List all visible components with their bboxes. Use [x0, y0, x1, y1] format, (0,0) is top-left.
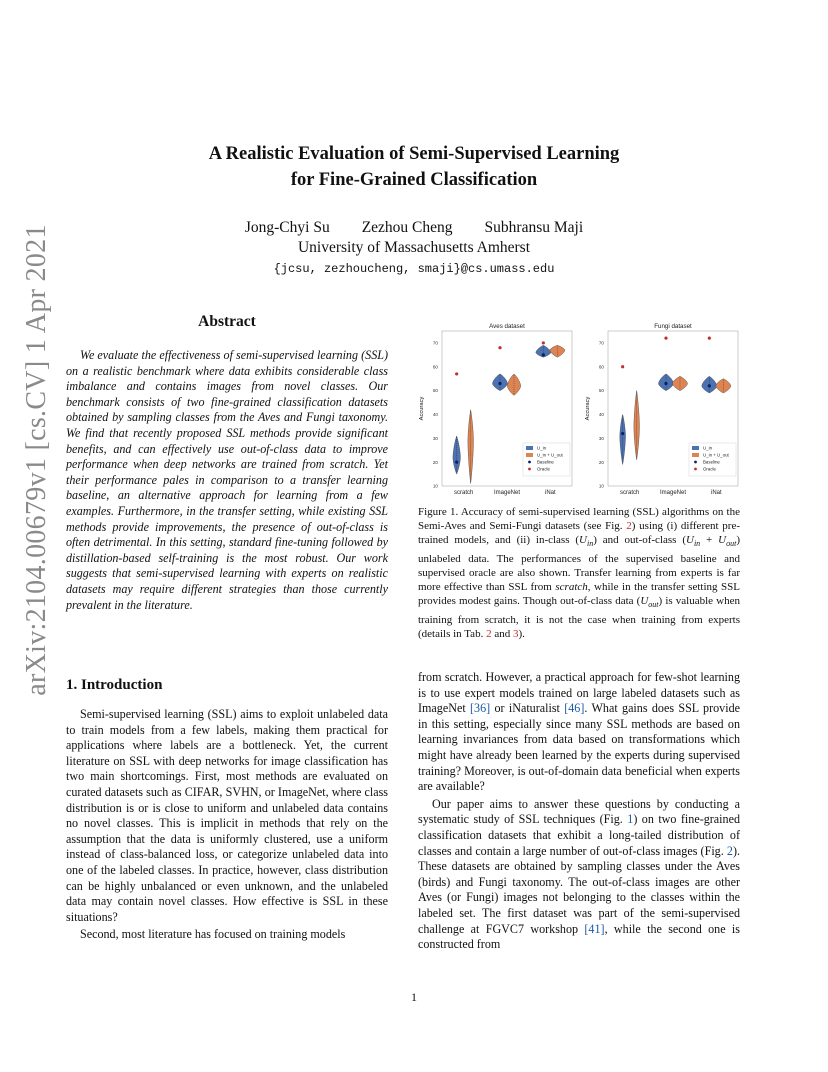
table-link[interactable]: 2: [486, 628, 492, 640]
table-link[interactable]: 3: [512, 628, 519, 640]
baseline-marker: [455, 461, 458, 464]
author-1: Jong-Chyi Su: [244, 219, 330, 236]
y-tick-label: 70: [432, 340, 438, 346]
abstract-text: We evaluate the effectiveness of semi-supervised learning (SSL) on a realistic benchmark where data exhibits considerable class imbalance and contains images from novel classes. Our benchmark consists of two fine-grained classification datasets obtained by sampling classes from the Aves and Fungi taxonomy. We find that recently proposed SSL methods provide significant benefits, and can effectively use out-of-class data to improve performance when deep networks are trained from scratch. Yet their performance pales in comparison to a transfer learning baseline, an alternative approach for learning from a few examples. Furthermore, in the transfer setting, while existing SSL methods provide improvements, the presence of out-of-class is often detrimental. In this setting, standard fine-tuning followed by distillation-based self-training is the most robust. Our work suggests that semi-supervised learning with experts on realistic datasets may require different strategies than those currently prevalent in the literature.: [66, 348, 388, 612]
oracle-marker: [621, 365, 624, 368]
legend-swatch: [526, 453, 533, 457]
legend-label: Baseline: [537, 459, 554, 465]
legend-label: Oracle: [703, 466, 716, 472]
baseline-marker: [498, 382, 501, 385]
legend-swatch: [692, 453, 699, 457]
chart-title: Fungi dataset: [654, 323, 692, 330]
intro-paragraph-4: Our paper aims to answer these questions by conducting a systematic study of SSL techniques (Fig. 1) on two fine-grained classification datasets that exhibit a long-tailed distribution of classes and contain a large number of out-of-class images (Fig. 2). These datasets are obtained by sampling classes under the Aves (birds) and Fungi taxonomy. The out-of-class images are other Aves (or Fungi) images not belonging to the classes within the labeled set. The first dataset was part of the semi-supervised challenge at FGVC7 workshop [41], while the second one is constructed from: [418, 796, 740, 952]
author-3: Subhransu Maji: [484, 219, 584, 236]
y-tick-label: 20: [598, 459, 604, 465]
legend-label: U_in + U_out: [703, 452, 729, 458]
baseline-marker: [708, 384, 711, 387]
affiliation: University of Massachusetts Amherst: [297, 239, 531, 256]
figure-link[interactable]: 1: [627, 812, 634, 827]
figure-link[interactable]: 2: [726, 843, 733, 858]
intro-paragraph-2: Second, most literature has focused on training models: [80, 927, 346, 942]
x-tick-label: ImageNet: [493, 490, 521, 496]
y-tick-label: 10: [598, 483, 604, 489]
email: {jcsu, zezhoucheng, smaji}@cs.umass.edu: [273, 262, 555, 276]
author-2: Zezhou Cheng: [361, 219, 453, 236]
section-heading: 1. Introduction: [66, 677, 163, 693]
legend-label: U_in: [537, 445, 547, 451]
page-number: 1: [411, 990, 417, 1004]
figure-link[interactable]: 2: [626, 520, 632, 533]
oracle-marker: [708, 337, 711, 340]
title-line-1: A Realistic Evaluation of Semi-Supervised Learning: [208, 144, 620, 164]
y-tick-label: 60: [432, 364, 438, 370]
legend-label: U_in: [703, 445, 713, 451]
x-tick-label: iNat: [544, 490, 556, 496]
chart-panel-0: [419, 323, 572, 496]
axis-label-y: Accuracy: [585, 396, 591, 421]
y-tick-label: 50: [432, 388, 438, 394]
legend-label: Baseline: [703, 459, 720, 465]
oracle-marker: [498, 346, 501, 349]
y-tick-label: 10: [432, 483, 438, 489]
citation-link[interactable]: [41]: [584, 921, 605, 936]
intro-left-column: [66, 707, 388, 943]
y-tick-label: 30: [432, 435, 438, 441]
legend-swatch: [692, 446, 699, 450]
y-tick-label: 40: [598, 412, 604, 418]
author-block: [0, 218, 828, 258]
y-tick-label: 70: [598, 340, 604, 346]
legend-label: U_in + U_out: [537, 452, 563, 458]
axis-label-y: Accuracy: [419, 396, 425, 421]
legend-marker: [694, 461, 697, 464]
chart-panel-1: [585, 323, 738, 496]
legend-marker: [528, 461, 531, 464]
author-names: [0, 218, 828, 238]
y-tick-label: 30: [598, 435, 604, 441]
arxiv-id: arXiv:2104.00679v1 [cs.CV] 1 Apr 2021: [21, 224, 52, 696]
figure-1-violin-plots: [412, 316, 746, 500]
oracle-marker: [455, 372, 458, 375]
baseline-marker: [542, 353, 545, 356]
baseline-marker: [664, 382, 667, 385]
legend-swatch: [526, 446, 533, 450]
baseline-marker: [621, 432, 624, 435]
chart-title: Aves dataset: [489, 323, 525, 330]
abstract-heading: Abstract: [198, 313, 256, 330]
intro-paragraph-1: Semi-supervised learning (SSL) aims to exploit unlabeled data to train models from a few labels, making them practical for applications where labels are a bottleneck. Yet, the current literature on SSL with deep networks for image classification has two main shortcomings. First, most methods are evaluated on curated datasets such as CIFAR, SVHN, or ImageNet, where class distribution is or is close to uniform and unlabeled data contains no novel classes. This is implicit in methods that rely on the assumption that the data is uniformly clustered, use a uniform instead of class-balanced loss, or categorize unlabeled data into one of the labeled classes. In practice, however, class distribution can be highly unbalanced or even unknown, and the unlabeled data may contain novel classes. How effective is SSL in these situations?: [66, 707, 388, 924]
x-tick-label: scratch: [619, 490, 640, 496]
intro-right-column: [418, 670, 740, 953]
paper-title: [0, 141, 828, 193]
legend-label: Oracle: [537, 466, 550, 472]
y-tick-label: 20: [432, 459, 438, 465]
citation-link[interactable]: [36]: [470, 701, 491, 716]
legend-marker: [694, 468, 697, 471]
y-tick-label: 60: [598, 364, 604, 370]
x-tick-label: scratch: [453, 490, 474, 496]
oracle-marker: [664, 337, 667, 340]
citation-link[interactable]: [46]: [564, 701, 585, 716]
y-tick-label: 40: [432, 412, 438, 418]
legend-marker: [528, 468, 531, 471]
x-tick-label: iNat: [710, 490, 722, 496]
intro-paragraph-3: from scratch. However, a practical approach for few-shot learning is to use expert models trained on large labeled datasets such as ImageNet [36] or iNaturalist [46]. What gains does SSL provide in this setting, especially since many SSL methods are based on learning invariances from data based on transformations which might have already been learned by the experts during supervised training? Moreover, is out-of-domain data beneficial when experts are available?: [418, 670, 740, 794]
oracle-marker: [542, 341, 545, 344]
y-tick-label: 50: [598, 388, 604, 394]
figure-1-caption: Figure 1. Accuracy of semi-supervised learning (SSL) algorithms on the Semi-Aves and Semi-Fungi datasets (see Fig. 2) using (i) different pre-trained models, and (ii) in-class $(U_{in})$ and out-of-class $(U_{in} + U_{out})$ unlabeled data. The performances of the supervised baseline and supervised oracle are also shown. Transfer learning from experts is far more effective than SSL from scratch, while in the transfer setting SSL provides modest gains. Though out-of-class data $(U_{out})$ is valuable when training from scratch, it is not the case when training from experts (details in Tab. 2 and 3).: [418, 506, 741, 640]
title-line-2: for Fine-Grained Classification: [290, 170, 538, 190]
x-tick-label: ImageNet: [659, 490, 687, 496]
